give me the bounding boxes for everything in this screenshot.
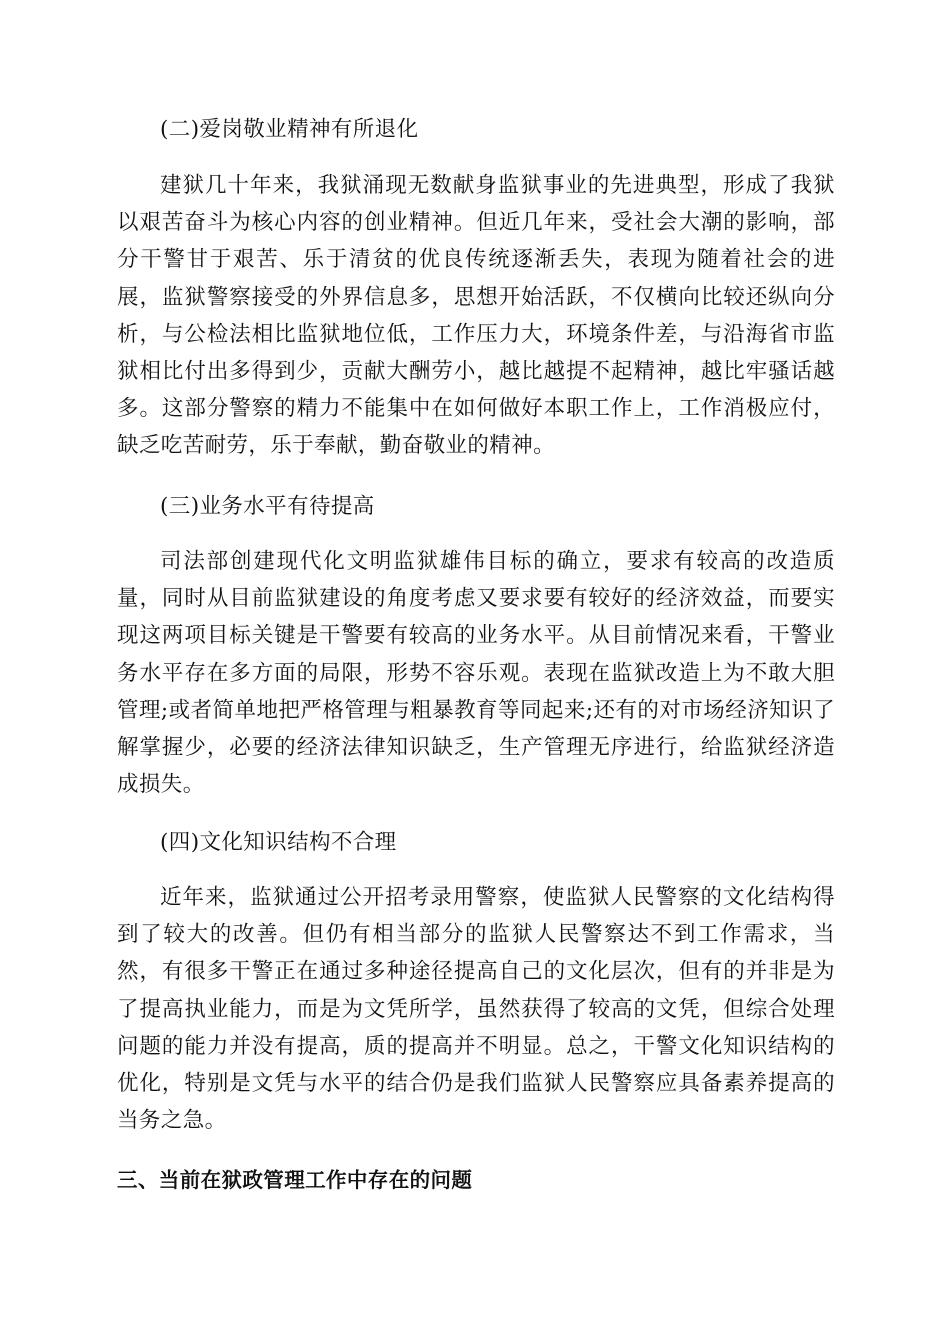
section-paragraph-3: 司法部创建现代化文明监狱雄伟目标的确立，要求有较高的改造质量，同时从目前监狱建设的角度考虑又要求要有较好的经济效益，而要实现这两项目标关键是干警要有较高的业务水平。从目前情况来看，干警业务水平存在多方面的局限，形势不容乐观。表现在监狱改造上为不敢大胆管理;或者简单地把严格管理与粗暴教育等同起来;还有的对市场经济知识了解掌握少，必要的经济法律知识缺乏，生产管理无序进行，给监狱经济造成损失。 — [117, 549, 835, 798]
section-heading-3: (三)业务水平有待提高 — [160, 494, 375, 519]
chapter-heading-3: 三、当前在狱政管理工作中存在的问题 — [117, 1168, 473, 1192]
section-paragraph-2: 建狱几十年来，我狱涌现无数献身监狱事业的先进典型，形成了我狱以艰苦奋斗为核心内容的创业精神。但近几年来，受社会大潮的影响，部分干警甘于艰苦、乐于清贫的优良传统逐渐丢失，表现为随着社会的进展，监狱警察接受的外界信息多，思想开始活跃，不仅横向比较还纵向分析，与公检法相比监狱地位低，工作压力大，环境条件差，与沿海省市监狱相比付出多得到少，贡献大酬劳小，越比越提不起精神，越比牢骚话越多。这部分警察的精力不能集中在如何做好本职工作上，工作消极应付，缺乏吃苦耐劳，乐于奉献，勤奋敬业的精神。 — [117, 173, 835, 459]
section-paragraph-4: 近年来，监狱通过公开招考录用警察，使监狱人民警察的文化结构得到了较大的改善。但仍有相当部分的监狱人民警察达不到工作需求，当然，有很多干警正在通过多种途径提高自己的文化层次，但有的并非是为了提高执业能力，而是为文凭所学，虽然获得了较高的文凭，但综合处理问题的能力并没有提高，质的提高并不明显。总之，干警文化知识结构的优化，特别是文凭与水平的结合仍是我们监狱人民警察应具备素养提高的当务之急。 — [117, 885, 835, 1134]
section-heading-4: (四)文化知识结构不合理 — [160, 830, 397, 855]
section-heading-2: (二)爱岗敬业精神有所退化 — [160, 117, 419, 142]
